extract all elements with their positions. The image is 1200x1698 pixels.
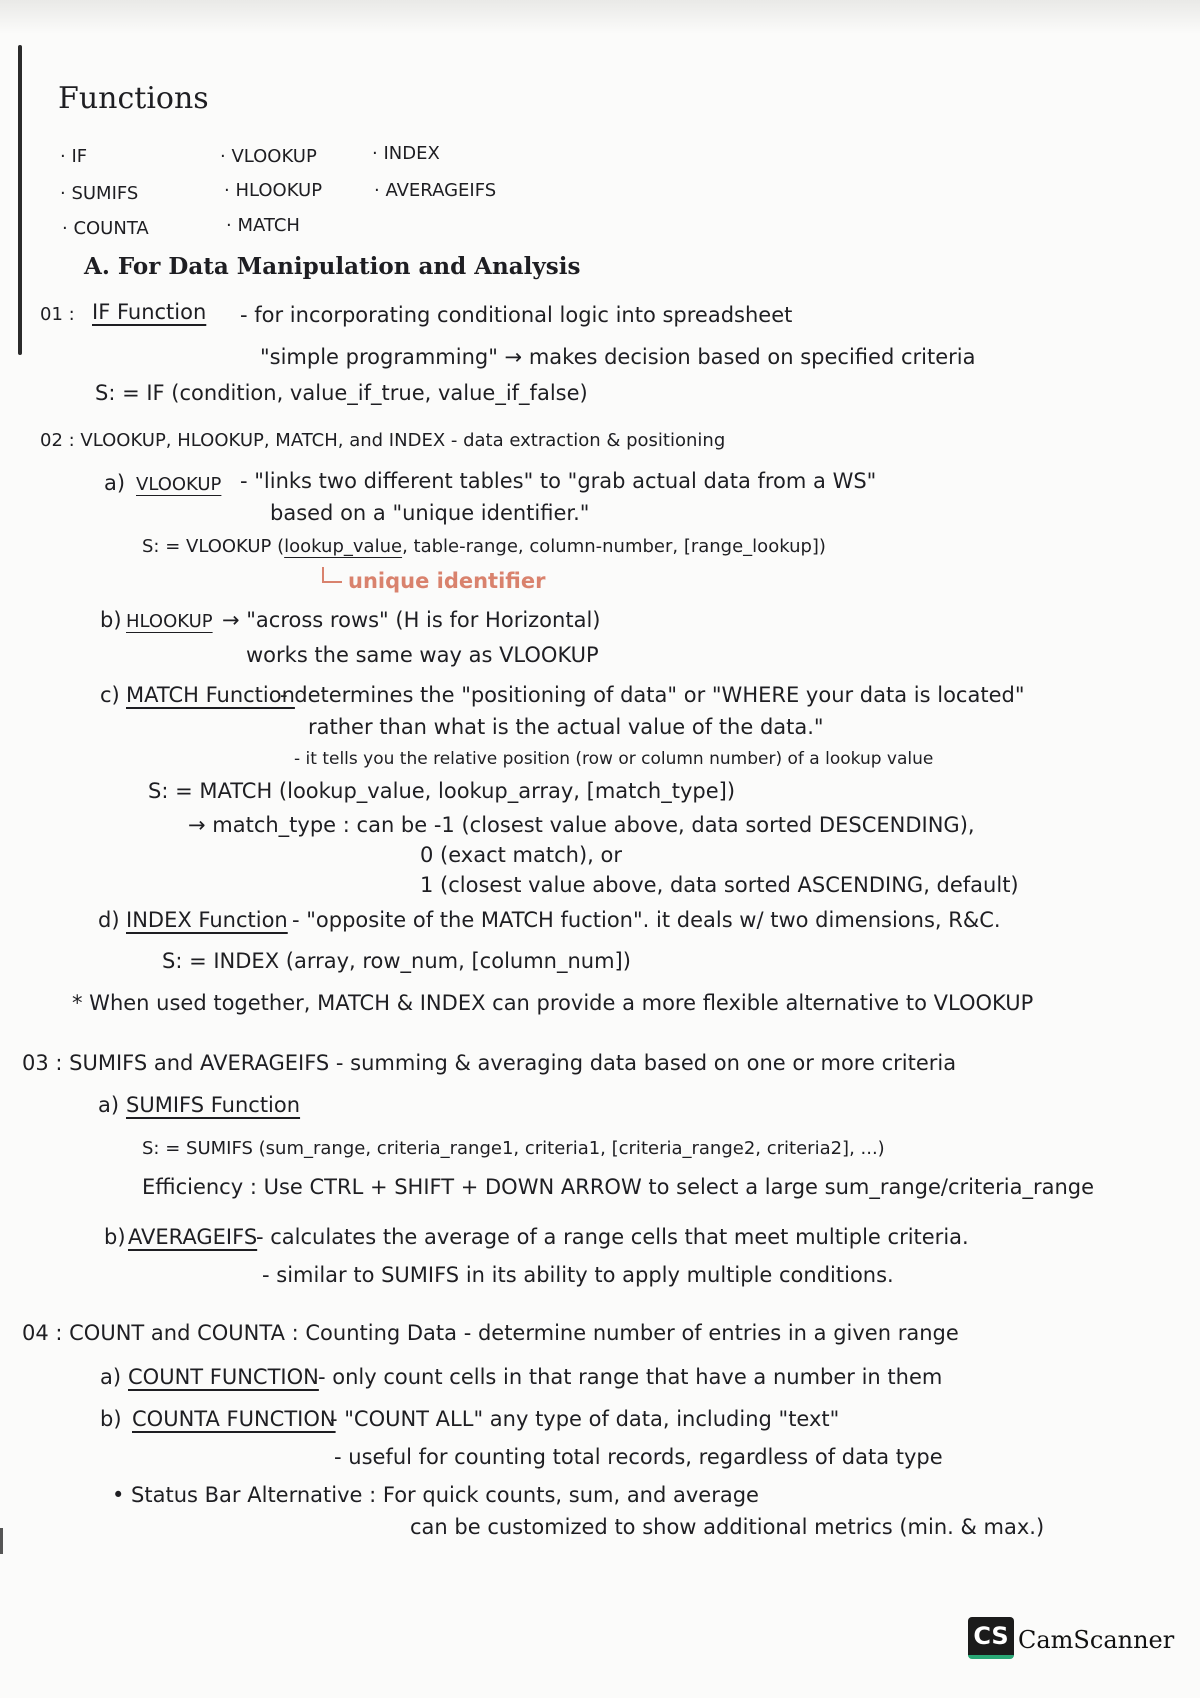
- match-term: MATCH Function: [126, 683, 295, 707]
- function-list-item: · MATCH: [226, 215, 300, 236]
- vlookup-description: based on a "unique identifier.": [270, 501, 590, 525]
- item-label: a): [100, 1365, 122, 1389]
- section-heading: A. For Data Manipulation and Analysis: [84, 253, 581, 280]
- index-description: - "opposite of the MATCH fuction". it deals w/ two dimensions, R&C.: [292, 908, 1001, 932]
- function-list-item: · INDEX: [372, 143, 440, 164]
- scan-edge-shadow: [0, 0, 1200, 34]
- match-type-note: → match_type : can be -1 (closest value above, data sorted DESCENDING),: [188, 813, 975, 837]
- section-heading-03: 03 : SUMIFS and AVERAGEIFS - summing & averaging data based on one or more criteria: [22, 1051, 957, 1075]
- count-term: COUNT FUNCTION: [128, 1365, 319, 1389]
- section-heading-02: 02 : VLOOKUP, HLOOKUP, MATCH, and INDEX - data extraction & positioning: [40, 430, 726, 451]
- hlookup-description: → "across rows" (H is for Horizontal): [222, 608, 601, 632]
- item-label: c): [100, 683, 120, 707]
- hlookup-term: HLOOKUP: [126, 611, 213, 632]
- vlookup-syntax: [142, 534, 826, 560]
- item-label: d): [98, 908, 120, 932]
- camscanner-logo: CS: [968, 1617, 1014, 1659]
- vlookup-term: VLOOKUP: [136, 474, 222, 495]
- item-label: b): [100, 608, 122, 632]
- averageifs-term: AVERAGEIFS: [128, 1225, 258, 1249]
- vlookup-description: - "links two different tables" to "grab actual data from a WS": [240, 469, 877, 493]
- margin-line: [18, 45, 22, 355]
- hlookup-description: works the same way as VLOOKUP: [246, 643, 599, 667]
- averageifs-description: - similar to SUMIFS in its ability to apply multiple conditions.: [262, 1263, 894, 1287]
- function-list-item: · COUNTA: [62, 218, 149, 239]
- syntax-prefix: S: = VLOOKUP (: [142, 536, 285, 557]
- section-number: 01 :: [40, 304, 75, 325]
- match-description: rather than what is the actual value of the data.": [308, 715, 824, 739]
- counta-description: - "COUNT ALL" any type of data, including "text": [330, 1407, 840, 1431]
- match-description: - it tells you the relative position (row or column number) of a lookup value: [294, 749, 934, 769]
- function-list-item: · SUMIFS: [60, 183, 139, 204]
- if-function-term: IF Function: [92, 300, 207, 324]
- if-syntax: S: = IF (condition, value_if_true, value_if_false): [95, 381, 588, 405]
- if-description: - for incorporating conditional logic into spreadsheet: [240, 303, 793, 327]
- item-label: b): [100, 1407, 122, 1431]
- item-label: a): [104, 471, 126, 495]
- sumifs-efficiency-tip: Efficiency : Use CTRL + SHIFT + DOWN ARROW to select a large sum_range/criteria_range: [142, 1175, 1095, 1199]
- syntax-suffix: , table-range, column-number, [range_lookup]): [402, 536, 826, 557]
- function-list-item: · AVERAGEIFS: [374, 180, 497, 201]
- item-label: b): [104, 1225, 126, 1249]
- sumifs-term: SUMIFS Function: [126, 1093, 301, 1117]
- unique-identifier-note: unique identifier: [348, 569, 546, 593]
- function-list-item: · VLOOKUP: [220, 146, 317, 167]
- section-heading-04: 04 : COUNT and COUNTA : Counting Data - determine number of entries in a given range: [22, 1321, 959, 1345]
- counta-term: COUNTA FUNCTION: [132, 1407, 336, 1431]
- averageifs-description: - calculates the average of a range cells that meet multiple criteria.: [256, 1225, 969, 1249]
- annotation-arrow: [322, 567, 342, 583]
- camscanner-watermark: CamScanner: [1018, 1626, 1175, 1654]
- match-description: - determines the "positioning of data" or "WHERE your data is located": [280, 683, 1025, 707]
- match-syntax: S: = MATCH (lookup_value, lookup_array, [match_type]): [148, 779, 736, 803]
- match-type-note: 1 (closest value above, data sorted ASCENDING, default): [420, 873, 1019, 897]
- index-term: INDEX Function: [126, 908, 288, 932]
- count-description: - only count cells in that range that have a number in them: [318, 1365, 943, 1389]
- function-list-item: · HLOOKUP: [224, 180, 323, 201]
- if-description: "simple programming" → makes decision based on specified criteria: [260, 345, 976, 369]
- status-bar-note: • Status Bar Alternative : For quick counts, sum, and average: [112, 1483, 759, 1507]
- item-label: a): [98, 1093, 120, 1117]
- margin-mark: [0, 1528, 3, 1554]
- status-bar-note: can be customized to show additional metrics (min. & max.): [410, 1515, 1045, 1539]
- page-title: Functions: [58, 81, 209, 116]
- match-index-note: * When used together, MATCH & INDEX can provide a more flexible alternative to VLOOKUP: [72, 991, 1034, 1015]
- counta-description: - useful for counting total records, regardless of data type: [334, 1445, 943, 1469]
- index-syntax: S: = INDEX (array, row_num, [column_num]): [162, 949, 631, 973]
- function-list-item: · IF: [60, 146, 88, 167]
- match-type-note: 0 (exact match), or: [420, 843, 622, 867]
- sumifs-syntax: S: = SUMIFS (sum_range, criteria_range1, criteria1, [criteria_range2, criteria2], ...): [142, 1138, 885, 1159]
- syntax-key: lookup_value: [284, 536, 403, 557]
